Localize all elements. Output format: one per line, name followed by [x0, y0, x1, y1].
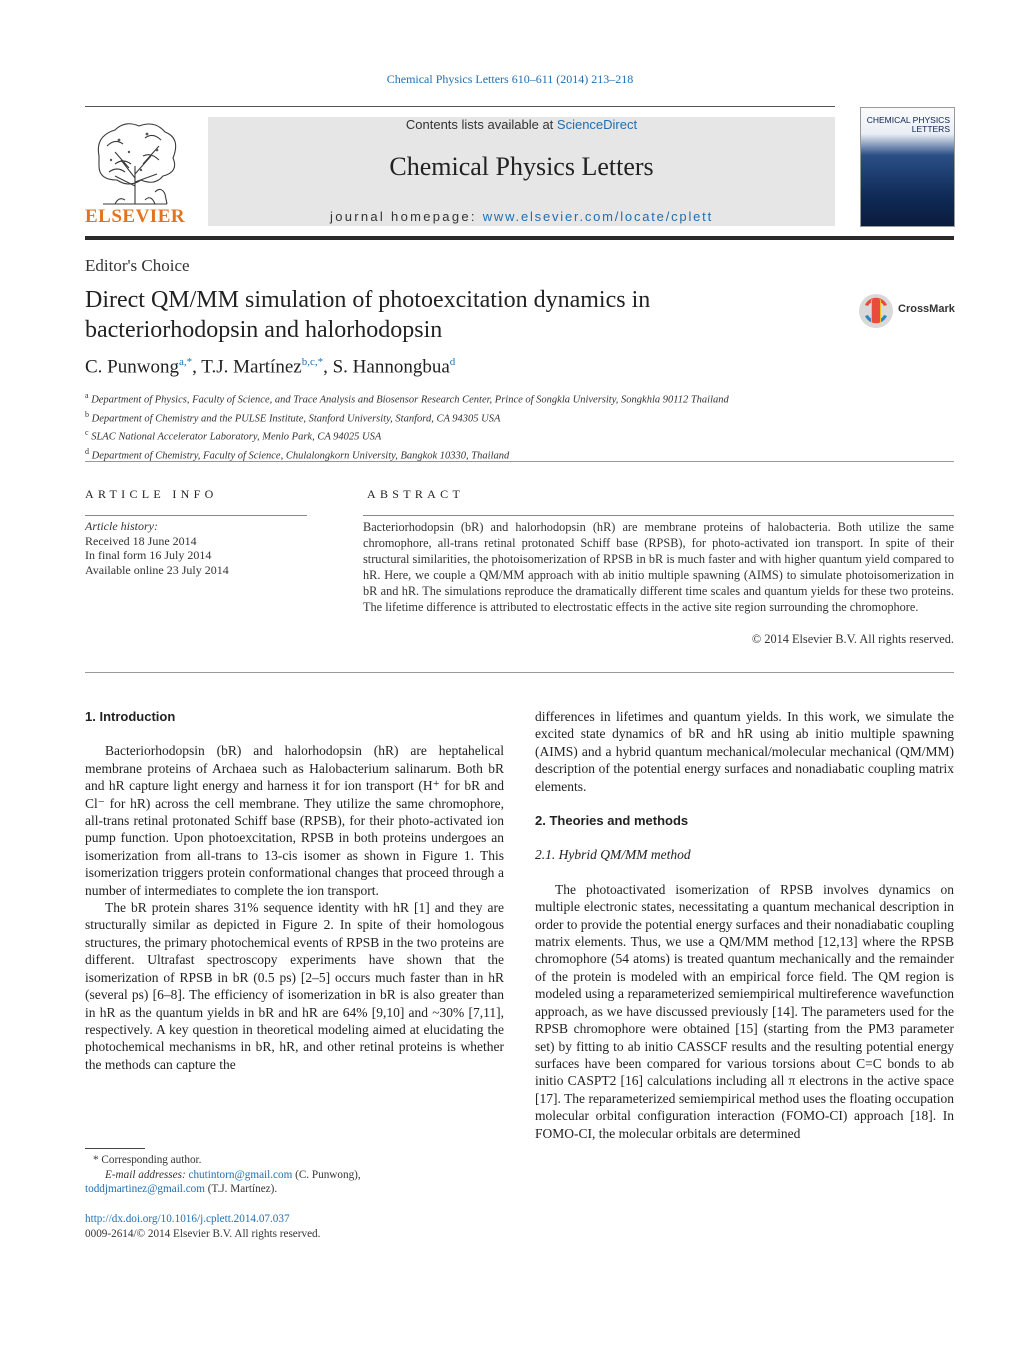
email-label: E-mail addresses:	[105, 1168, 189, 1181]
affiliation-mark: c	[85, 428, 89, 437]
abstract-rule	[363, 515, 954, 516]
paragraph: Bacteriorhodopsin (bR) and halorhodopsin (hR) are heptahelical membrane proteins of Archaea such as Halobacterium salinarum. Both bR and hR capture light energy and harness it for ion transport (H⁺ for bR and Cl⁻ for hR) across the cell membrane. They utilize the same chromophore, all-trans retinal protonated Schiff base (RPSB), for their photo-activated ion pump function. Upon photoexcitation, RPSB in both proteins undergoes an isomerization from all-trans to 13-cis isomer as shown in Figure 1. This isomerization triggers protein conformational changes that proceed through a number of intermediates to complete the ion transport.	[85, 743, 504, 898]
affiliation-text: Department of Chemistry and the PULSE Institute, Stanford University, Stanford, CA 94305 USA	[91, 413, 501, 424]
section-divider	[85, 672, 954, 673]
body-left-column	[85, 708, 504, 1073]
affiliation-text: SLAC National Accelerator Laboratory, Menlo Park, CA 94025 USA	[91, 431, 382, 443]
homepage-prefix: journal homepage:	[330, 209, 483, 224]
header-thick-rule	[85, 236, 954, 240]
article-info-caption: ARTICLE INFO	[85, 487, 218, 501]
affiliation-mark: d	[85, 446, 89, 456]
article-history	[85, 519, 307, 577]
copyright-line: © 2014 Elsevier B.V. All rights reserved.	[751, 632, 954, 646]
author-marks[interactable]: b,c,*	[301, 356, 324, 368]
author-name: T.J. Martínez	[201, 356, 302, 378]
email-owner: (C. Punwong),	[292, 1168, 361, 1181]
author-name: C. Punwong	[85, 356, 179, 378]
affiliation-item	[85, 389, 954, 408]
revised-date: In final form 16 July 2014	[85, 548, 212, 563]
email-owner: (T.J. Martínez).	[204, 1183, 278, 1195]
paragraph: The bR protein shares 31% sequence identity with hR [1] and they are structurally similar as depicted in Figure 2. In spite of their homologous structures, the primary photochemical events of RPSB in the two proteins are different. Ultrafast spectroscopy experiments have shown that the isomerization of RPSB in bR (0.5 ps) [2–5] occurs much faster than in hR (several ps) [6–8]. The efficiency of isomerization in bR is also greater than in hR as the quantum yields in bR and hR are 64% [9,10] and ~30% [7,11], respectively. A key question in theoretical modeling aimed at elucidating the photochemical mechanisms in bR, hR, and other retinal proteins is whether the methods can capture the	[85, 900, 504, 1072]
header-rule	[85, 106, 835, 107]
paragraph: differences in lifetimes and quantum yields. In this work, we simulate the excited state dynamics of bR and hR using ab initio multiple spawning (AIMS) and a hybrid quantum mechanical/molecular mechanical (QM/MM) description of the potential energy surfaces and nonadiabatic coupling matrix elements.	[535, 709, 954, 794]
crossmark-label[interactable]: CrossMark	[898, 303, 955, 315]
email-link[interactable]: toddjmartinez@gmail.com	[85, 1183, 205, 1195]
subsection-heading: 2.1. Hybrid QM/MM method	[535, 847, 691, 863]
affiliation-mark: a	[85, 391, 89, 400]
affiliation-text: Department of Physics, Faculty of Science, and Trace Analysis and Biosensor Research Center, Prince of Songkla University, Songkhla 90112 Thailand	[91, 394, 729, 406]
journal-homepage	[208, 209, 835, 224]
doi-block	[85, 1212, 505, 1241]
author-marks[interactable]: a,*	[178, 356, 193, 368]
affiliations	[85, 389, 954, 463]
section-divider	[85, 461, 954, 462]
email-link[interactable]: chutintorn@gmail.com	[188, 1168, 293, 1181]
section-heading: 2. Theories and methods	[535, 813, 689, 829]
affiliation-mark: b	[85, 409, 89, 419]
elsevier-wordmark: ELSEVIER	[85, 206, 186, 227]
corresponding-author-note: * Corresponding author.	[93, 1154, 202, 1166]
journal-title: Chemical Physics Letters	[389, 152, 654, 181]
sciencedirect-link[interactable]: ScienceDirect	[556, 117, 638, 132]
affiliation-item	[85, 408, 954, 427]
article-title: Direct QM/MM simulation of photoexcitation dynamics in bacteriorhodopsin and halorhodopsin	[85, 287, 651, 343]
history-label: Article history:	[85, 519, 158, 533]
affiliation-text: Department of Chemistry, Faculty of Science, Chulalongkorn University, Bangkok 10330, Thailand	[91, 450, 510, 461]
author-name: S. Hannongbua	[332, 356, 450, 378]
issn-line: 0009-2614/© 2014 Elsevier B.V. All rights reserved.	[85, 1227, 321, 1240]
contents-availability	[208, 117, 835, 132]
abstract-caption: ABSTRACT	[367, 487, 465, 501]
article-info-rule	[85, 515, 307, 516]
doi-link[interactable]: http://dx.doi.org/10.1016/j.cplett.2014.07.037	[85, 1213, 290, 1225]
abstract-text: Bacteriorhodopsin (bR) and halorhodopsin (hR) are membrane proteins of halobacteria. Both utilize the same chromophore, all-trans retinal protonated Schiff base (RPSB), for photo-activated ion transport. In spite of their structural similarities, the photoisomerization of RPSB in bR is much faster and with higher quantum yield compared to hR. Here, we couple a QM/MM approach with ab initio multiple spawning (AIMS) to simulate photoisomerization in bR and hR. The simulations reproduce the dramatically different time scales and quantum yields for these two proteins. The lifetime difference is attributed to electrostatic effects in the active site region surrounding the chromophore.	[363, 520, 954, 614]
contents-prefix: Contents lists available at	[405, 117, 557, 132]
journal-citation[interactable]: Chemical Physics Letters 610–611 (2014) 213–218	[386, 72, 634, 86]
cover-title: CHEMICAL PHYSICS LETTERS	[866, 115, 950, 134]
footnote-rule	[85, 1148, 145, 1149]
affiliation-item	[85, 426, 954, 445]
received-date: Received 18 June 2014	[85, 533, 197, 548]
author-list: C. Punwong$^{a,*}$, T.J. Martínez$^{b,c,*}$, S. Hannongbua$^d$	[85, 356, 456, 378]
footnotes	[85, 1153, 505, 1197]
author-marks[interactable]: d	[449, 356, 456, 368]
body-right-column	[535, 708, 954, 1142]
section-heading: 1. Introduction	[85, 709, 176, 724]
paragraph: The photoactivated isomerization of RPSB involves dynamics on multiple electronic states, necessitating a quantum mechanical description in order to provide the potential energy surfaces and their nonadiabatic coupling matrix elements. Thus, we use a QM/MM method [12,13] where the RPSB chromophore (54 atoms) is treated quantum mechanically and the remainder of the protein is modeled with an empirical force field. The QM region is modeled using a reparameterized semiempirical multireference wavefunction approach, as we have discussed previously [14]. The parameters used for the RPSB chromophore were obtained [15] (starting from the PM3 parameter set) by fitting to ab initio CASSCF results and the resulting potential energy surfaces have been compared for various torsions about C=C bonds to ab initio CASPT2 [16] calculations including all π electrons in the active space [17]. The reparameterized semiempirical method uses the floating occupation molecular orbital configuration interaction (FOMO-CI) approach [18]. In FOMO-CI, the molecular orbitals are determined	[535, 881, 954, 1141]
homepage-link[interactable]: www.elsevier.com/locate/cplett	[482, 209, 713, 224]
online-date: Available online 23 July 2014	[85, 562, 229, 577]
article-category: Editor's Choice	[85, 256, 190, 275]
